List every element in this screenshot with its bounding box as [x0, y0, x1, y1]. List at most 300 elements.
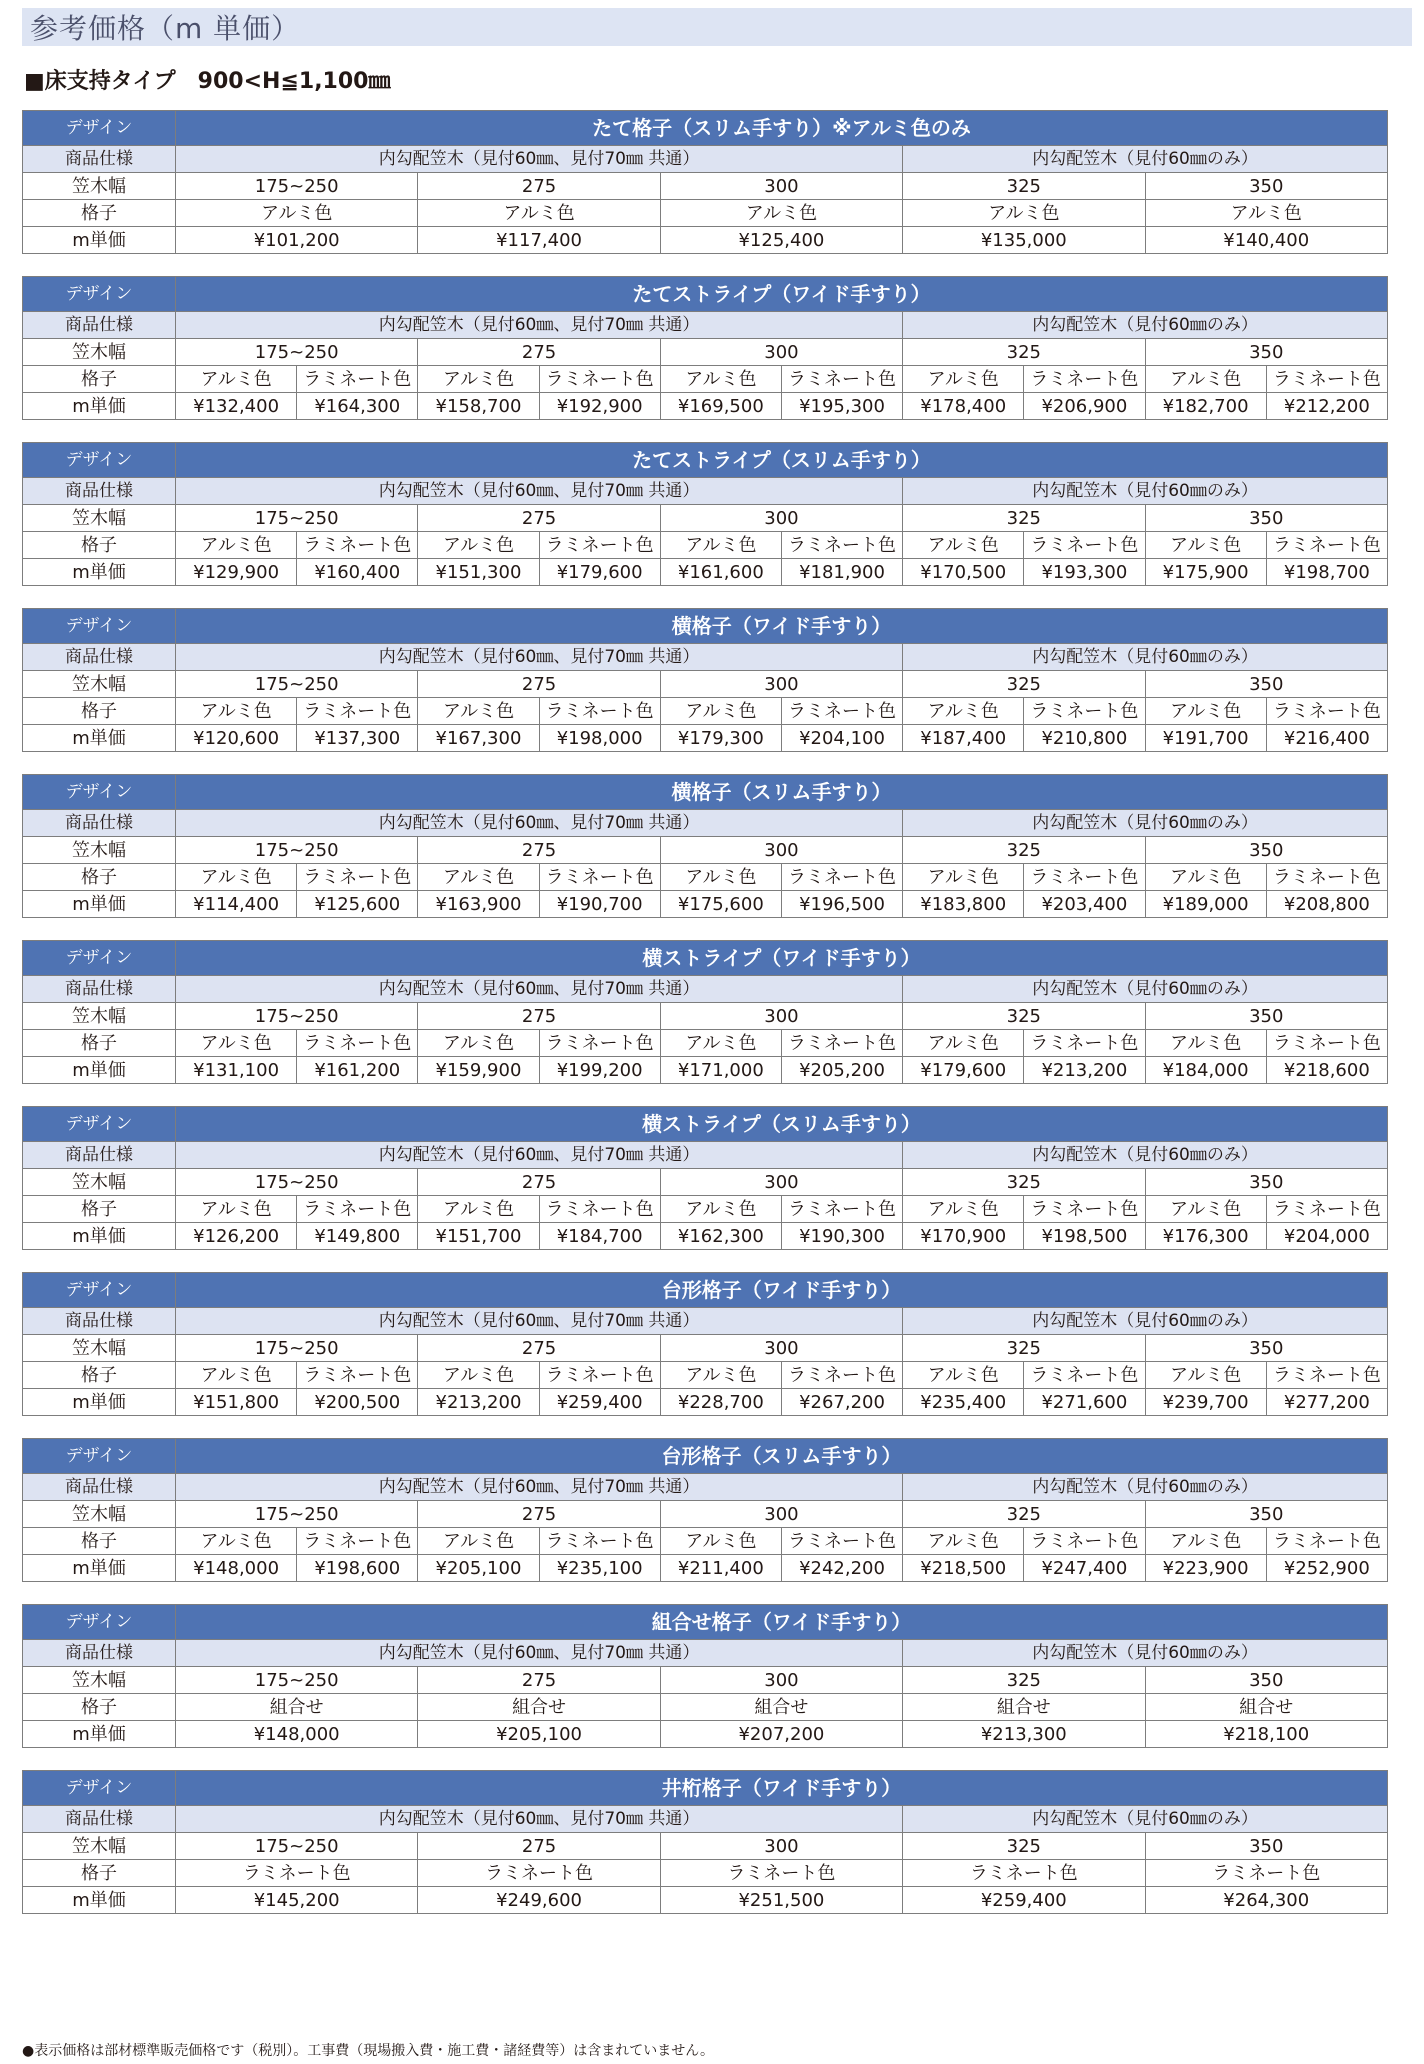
lattice-cell: アルミ色 — [176, 1196, 297, 1223]
lattice-cell: アルミ色 — [903, 1362, 1024, 1389]
width-cell: 175~250 — [176, 1833, 418, 1860]
width-cell: 350 — [1145, 505, 1388, 532]
price-cell: ¥205,100 — [418, 1555, 539, 1582]
price-cell: ¥192,900 — [539, 393, 660, 420]
lattice-cell: ラミネート色 — [418, 1860, 660, 1887]
design-label: デザイン — [23, 1771, 176, 1806]
width-cell: 350 — [1145, 1003, 1388, 1030]
price-cell: ¥158,700 — [418, 393, 539, 420]
lattice-cell: ラミネート色 — [297, 1528, 418, 1555]
price-cell: ¥190,700 — [539, 891, 660, 918]
lattice-cell: ラミネート色 — [297, 1030, 418, 1057]
width-cell: 275 — [418, 1169, 660, 1196]
lattice-cell: アルミ色 — [176, 366, 297, 393]
lattice-cell: ラミネート色 — [781, 698, 902, 725]
lattice-label: 格子 — [23, 200, 176, 227]
width-label: 笠木幅 — [23, 671, 176, 698]
width-cell: 350 — [1145, 339, 1388, 366]
price-cell: ¥235,400 — [903, 1389, 1024, 1416]
price-cell: ¥135,000 — [903, 227, 1145, 254]
lattice-cell: ラミネート色 — [781, 1528, 902, 1555]
width-cell: 175~250 — [176, 1501, 418, 1528]
design-label: デザイン — [23, 609, 176, 644]
price-cell: ¥264,300 — [1145, 1887, 1388, 1914]
lattice-cell: アルミ色 — [903, 366, 1024, 393]
lattice-cell: ラミネート色 — [1024, 698, 1145, 725]
width-label: 笠木幅 — [23, 1003, 176, 1030]
width-cell: 325 — [903, 1003, 1145, 1030]
width-label: 笠木幅 — [23, 173, 176, 200]
lattice-label: 格子 — [23, 1362, 176, 1389]
lattice-cell: ラミネート色 — [1266, 864, 1387, 891]
section-subtitle: ■床支持タイプ 900<H≦1,100㎜ — [24, 69, 391, 94]
price-cell: ¥205,100 — [418, 1721, 660, 1748]
lattice-cell: ラミネート色 — [539, 864, 660, 891]
lattice-label: 格子 — [23, 532, 176, 559]
width-cell: 275 — [418, 505, 660, 532]
lattice-cell: ラミネート色 — [1145, 1860, 1388, 1887]
width-label: 笠木幅 — [23, 505, 176, 532]
price-cell: ¥223,900 — [1145, 1555, 1266, 1582]
width-cell: 275 — [418, 671, 660, 698]
price-label: m単価 — [23, 1223, 176, 1250]
spec-group: 内勾配笠木（見付60㎜のみ） — [903, 1640, 1388, 1667]
price-cell: ¥179,600 — [539, 559, 660, 586]
lattice-cell: アルミ色 — [1145, 366, 1266, 393]
lattice-cell: ラミネート色 — [539, 366, 660, 393]
spec-group: 内勾配笠木（見付60㎜、見付70㎜ 共通） — [176, 644, 903, 671]
footnote: ●表示価格は部材標準販売価格です（税別）。工事費（現場搬入費・施工費・諸経費等）は含まれていません。 — [22, 2043, 715, 2059]
lattice-label: 格子 — [23, 1030, 176, 1057]
width-cell: 350 — [1145, 671, 1388, 698]
lattice-cell: アルミ色 — [660, 366, 781, 393]
spec-label: 商品仕様 — [23, 1640, 176, 1667]
spec-group: 内勾配笠木（見付60㎜のみ） — [903, 1142, 1388, 1169]
lattice-cell: アルミ色 — [176, 1528, 297, 1555]
price-cell: ¥277,200 — [1266, 1389, 1387, 1416]
width-label: 笠木幅 — [23, 1833, 176, 1860]
lattice-cell: アルミ色 — [903, 864, 1024, 891]
price-cell: ¥160,400 — [297, 559, 418, 586]
price-table — [22, 1770, 1388, 1914]
spec-label: 商品仕様 — [23, 478, 176, 505]
width-cell: 275 — [418, 1667, 660, 1694]
price-cell: ¥190,300 — [781, 1223, 902, 1250]
spec-label: 商品仕様 — [23, 810, 176, 837]
price-cell: ¥198,500 — [1024, 1223, 1145, 1250]
design-label: デザイン — [23, 775, 176, 810]
width-cell: 350 — [1145, 1667, 1388, 1694]
price-table — [22, 276, 1388, 420]
price-cell: ¥117,400 — [418, 227, 660, 254]
width-cell: 300 — [660, 671, 902, 698]
price-cell: ¥132,400 — [176, 393, 297, 420]
price-cell: ¥167,300 — [418, 725, 539, 752]
spec-group: 内勾配笠木（見付60㎜のみ） — [903, 1806, 1388, 1833]
price-label: m単価 — [23, 891, 176, 918]
width-cell: 275 — [418, 1335, 660, 1362]
price-cell: ¥251,500 — [660, 1887, 902, 1914]
spec-group: 内勾配笠木（見付60㎜、見付70㎜ 共通） — [176, 810, 903, 837]
spec-group: 内勾配笠木（見付60㎜、見付70㎜ 共通） — [176, 478, 903, 505]
price-cell: ¥259,400 — [539, 1389, 660, 1416]
lattice-cell: アルミ色 — [1145, 532, 1266, 559]
lattice-cell: ラミネート色 — [781, 864, 902, 891]
spec-label: 商品仕様 — [23, 1142, 176, 1169]
page-title — [22, 8, 1412, 46]
spec-group: 内勾配笠木（見付60㎜のみ） — [903, 644, 1388, 671]
lattice-cell: アルミ色 — [418, 532, 539, 559]
width-cell: 350 — [1145, 173, 1388, 200]
price-label: m単価 — [23, 1887, 176, 1914]
price-cell: ¥247,400 — [1024, 1555, 1145, 1582]
spec-group: 内勾配笠木（見付60㎜のみ） — [903, 1308, 1388, 1335]
price-label: m単価 — [23, 227, 176, 254]
price-cell: ¥228,700 — [660, 1389, 781, 1416]
spec-group: 内勾配笠木（見付60㎜のみ） — [903, 976, 1388, 1003]
price-label: m単価 — [23, 1721, 176, 1748]
lattice-cell: アルミ色 — [1145, 1196, 1266, 1223]
lattice-cell: ラミネート色 — [781, 1362, 902, 1389]
spec-label: 商品仕様 — [23, 976, 176, 1003]
lattice-cell: ラミネート色 — [1024, 1362, 1145, 1389]
design-title: 横格子（ワイド手すり） — [176, 609, 1388, 644]
width-cell: 325 — [903, 505, 1145, 532]
design-label: デザイン — [23, 1605, 176, 1640]
width-cell: 350 — [1145, 1169, 1388, 1196]
price-cell: ¥170,500 — [903, 559, 1024, 586]
lattice-cell: ラミネート色 — [660, 1860, 902, 1887]
lattice-cell: ラミネート色 — [1266, 1528, 1387, 1555]
lattice-label: 格子 — [23, 366, 176, 393]
price-cell: ¥162,300 — [660, 1223, 781, 1250]
price-cell: ¥210,800 — [1024, 725, 1145, 752]
price-cell: ¥149,800 — [297, 1223, 418, 1250]
width-cell: 175~250 — [176, 1667, 418, 1694]
price-label: m単価 — [23, 1057, 176, 1084]
width-cell: 300 — [660, 1169, 902, 1196]
lattice-cell: アルミ色 — [418, 366, 539, 393]
width-label: 笠木幅 — [23, 1169, 176, 1196]
price-cell: ¥151,800 — [176, 1389, 297, 1416]
lattice-cell: ラミネート色 — [1024, 1528, 1145, 1555]
lattice-cell: アルミ色 — [418, 200, 660, 227]
price-cell: ¥163,900 — [418, 891, 539, 918]
price-cell: ¥189,000 — [1145, 891, 1266, 918]
price-cell: ¥148,000 — [176, 1555, 297, 1582]
price-cell: ¥129,900 — [176, 559, 297, 586]
width-cell: 325 — [903, 1169, 1145, 1196]
lattice-cell: ラミネート色 — [297, 864, 418, 891]
spec-label: 商品仕様 — [23, 312, 176, 339]
lattice-cell: アルミ色 — [1145, 1362, 1266, 1389]
price-cell: ¥151,700 — [418, 1223, 539, 1250]
price-cell: ¥212,200 — [1266, 393, 1387, 420]
price-table — [22, 1438, 1388, 1582]
price-table — [22, 940, 1388, 1084]
price-label: m単価 — [23, 393, 176, 420]
design-label: デザイン — [23, 1439, 176, 1474]
width-cell: 350 — [1145, 1335, 1388, 1362]
lattice-cell: アルミ色 — [176, 200, 418, 227]
price-cell: ¥125,600 — [297, 891, 418, 918]
width-cell: 350 — [1145, 1501, 1388, 1528]
price-cell: ¥137,300 — [297, 725, 418, 752]
lattice-cell: アルミ色 — [418, 1362, 539, 1389]
lattice-cell: ラミネート色 — [539, 698, 660, 725]
price-cell: ¥125,400 — [660, 227, 902, 254]
design-title: 横格子（スリム手すり） — [176, 775, 1388, 810]
price-cell: ¥218,500 — [903, 1555, 1024, 1582]
price-cell: ¥120,600 — [176, 725, 297, 752]
price-cell: ¥151,300 — [418, 559, 539, 586]
lattice-cell: アルミ色 — [1145, 1528, 1266, 1555]
width-cell: 175~250 — [176, 1169, 418, 1196]
lattice-cell: ラミネート色 — [1266, 366, 1387, 393]
lattice-cell: ラミネート色 — [1266, 1196, 1387, 1223]
price-table — [22, 1106, 1388, 1250]
width-cell: 300 — [660, 1003, 902, 1030]
lattice-label: 格子 — [23, 1694, 176, 1721]
price-cell: ¥140,400 — [1145, 227, 1388, 254]
lattice-cell: アルミ色 — [903, 1030, 1024, 1057]
width-cell: 300 — [660, 173, 902, 200]
lattice-cell: 組合せ — [903, 1694, 1145, 1721]
price-table — [22, 1272, 1388, 1416]
price-cell: ¥204,100 — [781, 725, 902, 752]
price-cell: ¥204,000 — [1266, 1223, 1387, 1250]
lattice-label: 格子 — [23, 1860, 176, 1887]
lattice-cell: アルミ色 — [418, 1030, 539, 1057]
width-cell: 325 — [903, 1501, 1145, 1528]
width-cell: 325 — [903, 837, 1145, 864]
width-cell: 300 — [660, 1667, 902, 1694]
price-cell: ¥164,300 — [297, 393, 418, 420]
price-cell: ¥182,700 — [1145, 393, 1266, 420]
price-cell: ¥179,300 — [660, 725, 781, 752]
width-cell: 175~250 — [176, 339, 418, 366]
lattice-cell: アルミ色 — [660, 1196, 781, 1223]
price-cell: ¥199,200 — [539, 1057, 660, 1084]
width-cell: 175~250 — [176, 671, 418, 698]
width-label: 笠木幅 — [23, 837, 176, 864]
lattice-cell: ラミネート色 — [539, 1030, 660, 1057]
width-cell: 300 — [660, 1833, 902, 1860]
lattice-cell: アルミ色 — [903, 1528, 1024, 1555]
lattice-cell: アルミ色 — [1145, 864, 1266, 891]
width-label: 笠木幅 — [23, 339, 176, 366]
design-title: 台形格子（ワイド手すり） — [176, 1273, 1388, 1308]
lattice-cell: ラミネート色 — [1024, 366, 1145, 393]
price-table — [22, 608, 1388, 752]
lattice-label: 格子 — [23, 698, 176, 725]
price-cell: ¥169,500 — [660, 393, 781, 420]
lattice-cell: ラミネート色 — [297, 1362, 418, 1389]
price-cell: ¥267,200 — [781, 1389, 902, 1416]
lattice-cell: ラミネート色 — [539, 1362, 660, 1389]
price-cell: ¥184,000 — [1145, 1057, 1266, 1084]
lattice-cell: ラミネート色 — [1024, 1030, 1145, 1057]
lattice-label: 格子 — [23, 1528, 176, 1555]
width-cell: 325 — [903, 1335, 1145, 1362]
lattice-cell: ラミネート色 — [176, 1860, 418, 1887]
design-title: 横ストライプ（スリム手すり） — [176, 1107, 1388, 1142]
price-cell: ¥161,200 — [297, 1057, 418, 1084]
price-cell: ¥218,600 — [1266, 1057, 1387, 1084]
design-label: デザイン — [23, 1273, 176, 1308]
spec-label: 商品仕様 — [23, 1308, 176, 1335]
lattice-cell: 組合せ — [1145, 1694, 1388, 1721]
width-label: 笠木幅 — [23, 1335, 176, 1362]
spec-group: 内勾配笠木（見付60㎜、見付70㎜ 共通） — [176, 1806, 903, 1833]
lattice-cell: ラミネート色 — [1024, 532, 1145, 559]
price-cell: ¥211,400 — [660, 1555, 781, 1582]
lattice-label: 格子 — [23, 1196, 176, 1223]
lattice-cell: アルミ色 — [1145, 698, 1266, 725]
lattice-cell: ラミネート色 — [781, 1196, 902, 1223]
price-cell: ¥271,600 — [1024, 1389, 1145, 1416]
lattice-cell: アルミ色 — [903, 698, 1024, 725]
price-label: m単価 — [23, 559, 176, 586]
price-cell: ¥181,900 — [781, 559, 902, 586]
lattice-cell: アルミ色 — [418, 698, 539, 725]
design-label: デザイン — [23, 443, 176, 478]
width-cell: 275 — [418, 1501, 660, 1528]
lattice-cell: アルミ色 — [418, 1196, 539, 1223]
price-cell: ¥126,200 — [176, 1223, 297, 1250]
lattice-cell: アルミ色 — [176, 864, 297, 891]
lattice-cell: アルミ色 — [176, 1030, 297, 1057]
price-label: m単価 — [23, 1389, 176, 1416]
price-cell: ¥145,200 — [176, 1887, 418, 1914]
lattice-cell: ラミネート色 — [539, 1196, 660, 1223]
design-title: たてストライプ（ワイド手すり） — [176, 277, 1388, 312]
width-cell: 275 — [418, 837, 660, 864]
price-tables — [22, 110, 1388, 1936]
price-table — [22, 110, 1388, 254]
price-cell: ¥239,700 — [1145, 1389, 1266, 1416]
lattice-cell: アルミ色 — [176, 698, 297, 725]
price-cell: ¥213,300 — [903, 1721, 1145, 1748]
price-cell: ¥179,600 — [903, 1057, 1024, 1084]
spec-group: 内勾配笠木（見付60㎜のみ） — [903, 146, 1388, 173]
width-cell: 175~250 — [176, 837, 418, 864]
spec-group: 内勾配笠木（見付60㎜、見付70㎜ 共通） — [176, 976, 903, 1003]
price-cell: ¥195,300 — [781, 393, 902, 420]
price-cell: ¥213,200 — [418, 1389, 539, 1416]
lattice-cell: 組合せ — [176, 1694, 418, 1721]
price-label: m単価 — [23, 1555, 176, 1582]
width-cell: 300 — [660, 1501, 902, 1528]
lattice-cell: アルミ色 — [176, 1362, 297, 1389]
spec-label: 商品仕様 — [23, 146, 176, 173]
width-cell: 325 — [903, 671, 1145, 698]
price-cell: ¥193,300 — [1024, 559, 1145, 586]
price-cell: ¥198,000 — [539, 725, 660, 752]
spec-group: 内勾配笠木（見付60㎜のみ） — [903, 1474, 1388, 1501]
spec-group: 内勾配笠木（見付60㎜、見付70㎜ 共通） — [176, 312, 903, 339]
spec-label: 商品仕様 — [23, 1806, 176, 1833]
price-cell: ¥184,700 — [539, 1223, 660, 1250]
spec-group: 内勾配笠木（見付60㎜、見付70㎜ 共通） — [176, 1308, 903, 1335]
price-cell: ¥205,200 — [781, 1057, 902, 1084]
price-table — [22, 774, 1388, 918]
spec-group: 内勾配笠木（見付60㎜、見付70㎜ 共通） — [176, 1142, 903, 1169]
width-cell: 325 — [903, 173, 1145, 200]
price-cell: ¥242,200 — [781, 1555, 902, 1582]
price-cell: ¥207,200 — [660, 1721, 902, 1748]
lattice-cell: ラミネート色 — [297, 1196, 418, 1223]
lattice-cell: ラミネート色 — [781, 1030, 902, 1057]
lattice-cell: ラミネート色 — [1266, 532, 1387, 559]
width-cell: 175~250 — [176, 505, 418, 532]
price-cell: ¥213,200 — [1024, 1057, 1145, 1084]
design-title: 横ストライプ（ワイド手すり） — [176, 941, 1388, 976]
price-cell: ¥218,100 — [1145, 1721, 1388, 1748]
lattice-cell: ラミネート色 — [297, 532, 418, 559]
lattice-cell: ラミネート色 — [1266, 1030, 1387, 1057]
lattice-cell: アルミ色 — [660, 1528, 781, 1555]
lattice-label: 格子 — [23, 864, 176, 891]
width-cell: 350 — [1145, 1833, 1388, 1860]
price-table — [22, 1604, 1388, 1748]
spec-group: 内勾配笠木（見付60㎜、見付70㎜ 共通） — [176, 1474, 903, 1501]
price-cell: ¥187,400 — [903, 725, 1024, 752]
price-cell: ¥171,000 — [660, 1057, 781, 1084]
width-cell: 275 — [418, 1833, 660, 1860]
design-label: デザイン — [23, 277, 176, 312]
price-cell: ¥196,500 — [781, 891, 902, 918]
lattice-cell: アルミ色 — [176, 532, 297, 559]
design-title: 井桁格子（ワイド手すり） — [176, 1771, 1388, 1806]
lattice-cell: ラミネート色 — [1024, 864, 1145, 891]
width-label: 笠木幅 — [23, 1667, 176, 1694]
price-cell: ¥235,100 — [539, 1555, 660, 1582]
width-cell: 175~250 — [176, 173, 418, 200]
price-cell: ¥148,000 — [176, 1721, 418, 1748]
lattice-cell: アルミ色 — [660, 532, 781, 559]
price-cell: ¥206,900 — [1024, 393, 1145, 420]
price-cell: ¥259,400 — [903, 1887, 1145, 1914]
price-cell: ¥101,200 — [176, 227, 418, 254]
design-label: デザイン — [23, 941, 176, 976]
width-cell: 325 — [903, 1833, 1145, 1860]
spec-label: 商品仕様 — [23, 1474, 176, 1501]
price-cell: ¥161,600 — [660, 559, 781, 586]
lattice-cell: 組合せ — [418, 1694, 660, 1721]
spec-group: 内勾配笠木（見付60㎜、見付70㎜ 共通） — [176, 146, 903, 173]
price-cell: ¥175,900 — [1145, 559, 1266, 586]
lattice-cell: ラミネート色 — [297, 698, 418, 725]
width-cell: 275 — [418, 173, 660, 200]
price-cell: ¥203,400 — [1024, 891, 1145, 918]
lattice-cell: ラミネート色 — [1024, 1196, 1145, 1223]
design-label: デザイン — [23, 1107, 176, 1142]
price-table — [22, 442, 1388, 586]
lattice-cell: アルミ色 — [660, 200, 902, 227]
price-cell: ¥170,900 — [903, 1223, 1024, 1250]
lattice-cell: 組合せ — [660, 1694, 902, 1721]
spec-group: 内勾配笠木（見付60㎜のみ） — [903, 810, 1388, 837]
width-cell: 175~250 — [176, 1003, 418, 1030]
price-cell: ¥198,600 — [297, 1555, 418, 1582]
lattice-cell: アルミ色 — [903, 1196, 1024, 1223]
lattice-cell: ラミネート色 — [903, 1860, 1145, 1887]
width-cell: 300 — [660, 837, 902, 864]
lattice-cell: アルミ色 — [660, 1030, 781, 1057]
price-cell: ¥175,600 — [660, 891, 781, 918]
spec-group: 内勾配笠木（見付60㎜のみ） — [903, 478, 1388, 505]
